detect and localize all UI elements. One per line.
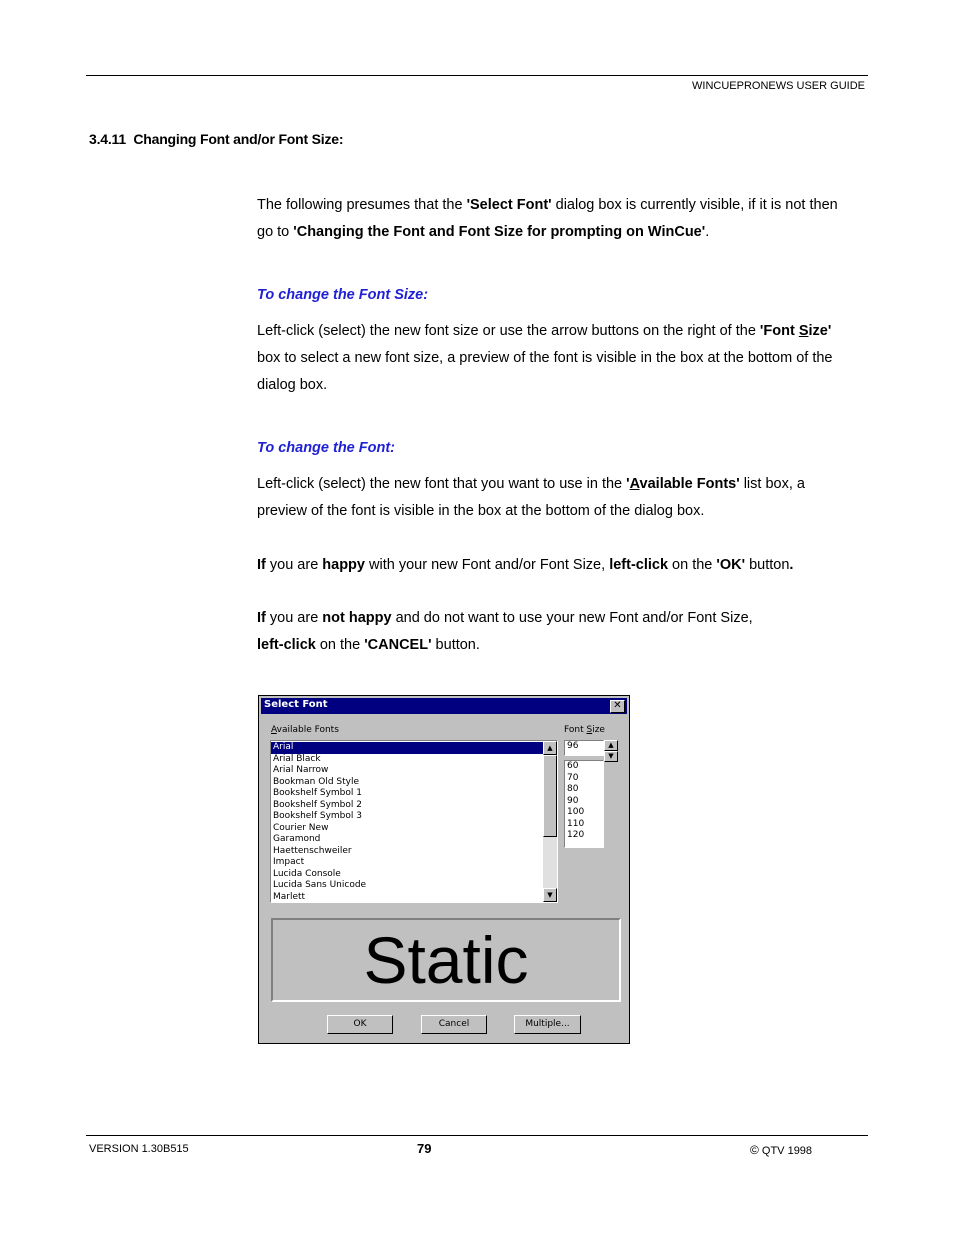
copyright: © QTV 1998 [750,1143,813,1157]
font-size-paragraph: Left-click (select) the new font size or use the arrow buttons on the right of the 'Font Size' box to select a new font size, a preview of the font is visible in the box at the bottom of the dialog box. [257,323,833,393]
ok-button[interactable]: OK [327,1015,393,1034]
header-rule [86,75,868,76]
section-title: Changing Font and/or Font Size: [133,131,344,147]
section-number: 3.4.11 [89,131,126,147]
cancel-button[interactable]: Cancel [421,1015,487,1034]
dialog-titlebar [261,698,627,714]
font-list [271,741,543,903]
font-list-item[interactable]: Garamond [273,834,321,844]
fonts-scrollbar[interactable] [543,741,557,902]
size-list-item[interactable]: 90 [567,795,579,806]
font-size-label: Font Size [564,725,605,735]
spin-down-icon[interactable]: ▼ [604,751,618,762]
copyright-icon: © [750,1143,759,1157]
not-happy-paragraph: If you are not happy and do not want to use your new Font and/or Font Size, left-click on the 'CANCEL' button. [257,610,753,653]
size-list-item[interactable]: 70 [567,772,579,783]
select-font-dialog [258,695,630,1044]
font-list-item[interactable]: Bookshelf Symbol 2 [273,799,362,810]
font-list-item[interactable]: Haettenschweiler [273,845,352,856]
dialog-title: Select Font [264,699,328,710]
size-list-item[interactable]: 100 [567,807,585,817]
size-list-item[interactable]: 60 [567,761,579,771]
font-preview-box [271,918,621,1002]
footer-rule [86,1135,868,1136]
size-list [565,761,603,842]
spin-up-icon[interactable]: ▲ [604,740,618,751]
font-list-item[interactable]: Bookshelf Symbol 1 [273,788,362,798]
font-paragraph: Left-click (select) the new font that you want to use in the 'Available Fonts' list box, a preview of the font is visible in the box at the bottom of the dialog box. [257,476,805,519]
scroll-thumb[interactable] [543,755,557,837]
version-text: VERSION 1.30B515 [89,1143,189,1155]
font-size-heading: To change the Font Size: [257,287,429,303]
intro-paragraph: The following presumes that the 'Select Font' dialog box is currently visible, if it is not then go to 'Changing the Font and Font Size for prompting on WinCue'. [257,197,838,240]
happy-paragraph: If you are happy with your new Font and/or Font Size, left-click on the 'OK' button. [257,557,794,573]
section-heading [89,131,343,147]
font-list-item[interactable]: Arial Narrow [273,765,329,775]
font-heading: To change the Font: [257,440,396,456]
font-list-item[interactable]: Arial Black [273,753,321,764]
scroll-down-icon[interactable]: ▼ [543,888,557,902]
preview-text: Static [363,923,529,997]
available-fonts-listbox[interactable] [270,740,558,903]
scroll-up-icon[interactable]: ▲ [543,741,557,755]
page-number: 79 [417,1141,432,1156]
font-list-item[interactable]: Courier New [273,822,329,833]
size-list-item[interactable]: 120 [567,830,585,840]
size-list-item[interactable]: 110 [567,818,585,829]
font-size-listbox[interactable] [564,760,604,848]
font-list-item[interactable]: Lucida Sans Unicode [273,880,367,890]
font-list-item[interactable]: Marlett [273,891,306,902]
size-list-item[interactable]: 80 [567,784,579,794]
font-list-item[interactable]: Impact [273,857,305,867]
close-icon[interactable]: ✕ [610,700,625,713]
font-size-value: 96 [567,741,579,751]
font-list-item[interactable]: Arial [271,742,543,754]
running-header: WINCUEPRONEWS USER GUIDE [692,80,865,92]
size-spinner[interactable] [604,740,618,762]
font-list-item[interactable]: Bookman Old Style [273,776,360,787]
font-list-item[interactable]: Lucida Console [273,868,341,879]
font-size-input[interactable] [564,740,604,756]
multiple-button[interactable]: Multiple... [514,1015,581,1034]
font-list-item[interactable]: Bookshelf Symbol 3 [273,811,362,821]
available-fonts-label: Available Fonts [271,725,339,735]
